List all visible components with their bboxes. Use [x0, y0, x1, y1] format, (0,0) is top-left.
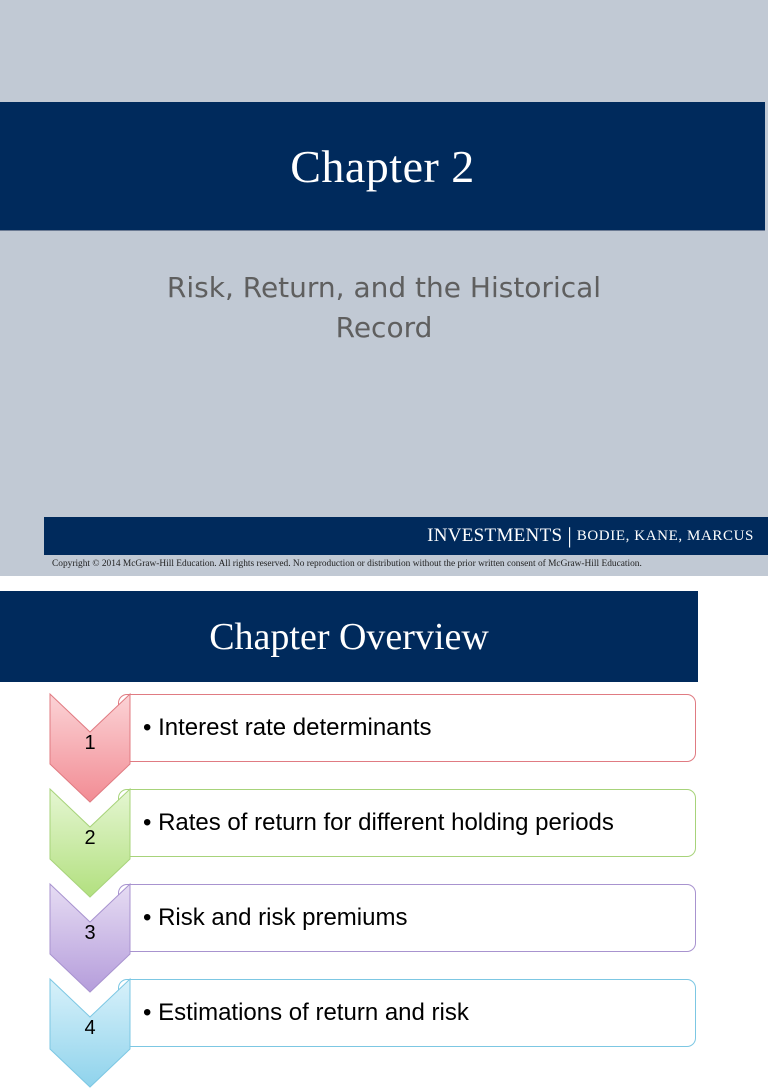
chapter-subtitle — [100, 268, 668, 348]
step-number: 2 — [84, 827, 96, 849]
step-text: • Rates of return for different holding periods — [143, 809, 614, 836]
subtitle-line-1: Risk, Return, and the Historical — [166, 271, 602, 304]
step-number: 4 — [84, 1017, 96, 1039]
footer-band — [44, 517, 768, 555]
overview-title-band — [0, 591, 698, 682]
overview-step-1 — [0, 694, 768, 804]
step-text-box — [118, 884, 696, 952]
step-text-box — [118, 979, 696, 1047]
step-number: 3 — [84, 922, 96, 944]
overview-step-2 — [0, 789, 768, 899]
footer-authors: BODIE, KANE, MARCUS — [576, 527, 754, 544]
step-text-box — [118, 789, 696, 857]
subtitle-line-2: Record — [335, 311, 433, 344]
step-text: • Interest rate determinants — [143, 714, 432, 741]
overview-step-4 — [0, 979, 768, 1089]
title-band — [0, 102, 765, 231]
step-text: • Risk and risk premiums — [143, 904, 408, 931]
footer-separator: | — [567, 523, 572, 548]
copyright-notice: Copyright © 2014 McGraw-Hill Education. All rights reserved. No reproduction or distribution without the prior written consent of McGraw-Hill Education. — [52, 559, 642, 569]
overview-title: Chapter Overview — [209, 615, 489, 658]
footer-book-title: INVESTMENTS — [427, 525, 563, 546]
overview-slide — [0, 576, 768, 1039]
step-text: • Estimations of return and risk — [143, 999, 469, 1026]
overview-step-3 — [0, 884, 768, 994]
step-text-box — [118, 694, 696, 762]
chapter-title: Chapter 2 — [290, 140, 475, 192]
step-number: 1 — [84, 732, 96, 754]
